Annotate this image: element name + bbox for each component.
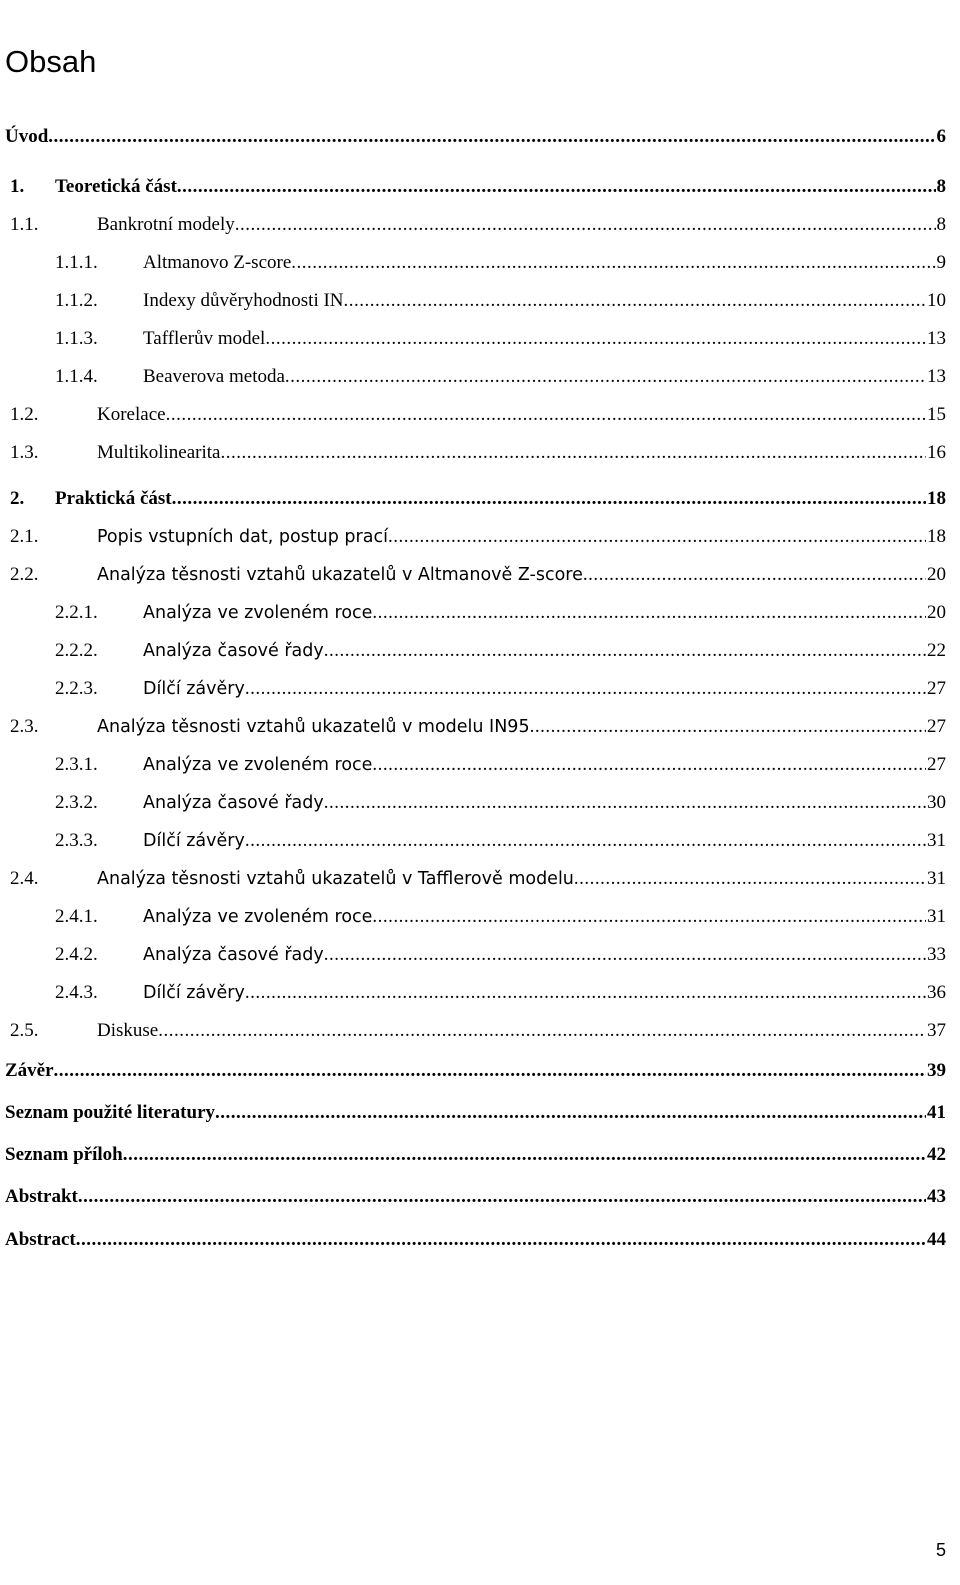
toc-dot-leader xyxy=(245,827,926,855)
toc-entry-title: Beaverova metoda xyxy=(143,363,285,391)
toc-dot-leader xyxy=(388,523,926,551)
toc-entry-number: 2.5. xyxy=(10,1020,39,1041)
toc-entry-number: 2. xyxy=(10,488,25,509)
toc-entry-number: 2.4. xyxy=(10,868,39,889)
toc-entry[interactable] xyxy=(0,287,960,315)
toc-dot-leader xyxy=(76,1226,926,1254)
toc-entry-page: 31 xyxy=(927,906,946,927)
toc-entry[interactable] xyxy=(0,979,960,1007)
toc-entry[interactable] xyxy=(0,485,960,513)
toc-entry-page: 37 xyxy=(927,1020,946,1041)
toc-entry-title: Seznam použité literatury xyxy=(5,1099,215,1127)
toc-entry-title: Analýza ve zvoleném roce xyxy=(143,599,372,627)
toc-entry[interactable] xyxy=(0,1099,960,1127)
toc-entry-title: Analýza ve zvoleném roce xyxy=(143,751,372,779)
toc-entry-title: Multikolinearita xyxy=(97,439,220,467)
toc-entry-number: 2.3.2. xyxy=(55,792,98,813)
toc-entry[interactable] xyxy=(0,1057,960,1085)
toc-entry-page: 8 xyxy=(936,176,946,197)
toc-entry-number: 2.3.1. xyxy=(55,754,98,775)
toc-entry-title: Tafflerův model xyxy=(143,325,265,353)
toc-entry-number: 1.1. xyxy=(10,214,39,235)
toc-entry[interactable] xyxy=(0,713,960,741)
toc-dot-leader xyxy=(235,211,936,239)
toc-entry-title: Analýza časové řady xyxy=(143,637,324,665)
toc-entry[interactable] xyxy=(0,1017,960,1045)
toc-dot-leader xyxy=(265,325,926,353)
toc-entry-number: 1.1.3. xyxy=(55,328,98,349)
toc-entry[interactable] xyxy=(0,599,960,627)
toc-entry-title: Teoretická část xyxy=(55,173,177,201)
toc-entry-number: 2.3. xyxy=(10,716,39,737)
toc-entry-title: Popis vstupních dat, postup prací xyxy=(97,523,388,551)
toc-entry-number: 1.3. xyxy=(10,442,39,463)
toc-entry[interactable] xyxy=(0,941,960,969)
toc-entry-title: Analýza časové řady xyxy=(143,789,324,817)
toc-entry-page: 16 xyxy=(927,442,946,463)
toc-dot-leader xyxy=(245,979,926,1007)
toc-dot-leader xyxy=(324,637,926,665)
toc-entry-number: 1.1.2. xyxy=(55,290,98,311)
toc-dot-leader xyxy=(324,789,926,817)
toc-entry[interactable] xyxy=(0,325,960,353)
toc-entry-page: 27 xyxy=(927,678,946,699)
toc-dot-leader xyxy=(344,287,926,315)
toc-entry-title: Analýza ve zvoleném roce xyxy=(143,903,372,931)
toc-entry-page: 31 xyxy=(927,830,946,851)
toc-entry-number: 2.1. xyxy=(10,526,39,547)
toc-dot-leader xyxy=(172,485,926,513)
toc-dot-leader xyxy=(245,675,926,703)
toc-entry-page: 43 xyxy=(927,1186,946,1207)
toc-entry-page: 31 xyxy=(927,868,946,889)
toc-entry-number: 2.2.3. xyxy=(55,678,98,699)
toc-entry[interactable] xyxy=(0,675,960,703)
toc-entry[interactable] xyxy=(0,363,960,391)
page-number: 5 xyxy=(935,1540,946,1560)
toc-entry[interactable] xyxy=(0,1183,960,1211)
toc-entry-page: 15 xyxy=(927,404,946,425)
toc-dot-leader xyxy=(220,439,926,467)
toc-entry-page: 41 xyxy=(927,1102,946,1123)
toc-entry-number: 2.3.3. xyxy=(55,830,98,851)
toc-entry-title: Závěr xyxy=(5,1057,54,1085)
toc-entry[interactable] xyxy=(0,561,960,589)
toc-entry[interactable] xyxy=(0,751,960,779)
toc-entry-number: 1.2. xyxy=(10,404,39,425)
toc-dot-leader xyxy=(574,865,926,893)
toc-entry[interactable] xyxy=(0,637,960,665)
toc-entry-number: 2.2.2. xyxy=(55,640,98,661)
page-title: Obsah xyxy=(5,44,97,79)
toc-entry-page: 22 xyxy=(927,640,946,661)
toc-entry-page: 6 xyxy=(936,126,946,147)
toc-entry-page: 10 xyxy=(927,290,946,311)
toc-entry-title: Analýza těsnosti vztahů ukazatelů v Tafflerově modelu xyxy=(97,865,574,893)
toc-dot-leader xyxy=(372,751,926,779)
toc-entry-title: Bankrotní modely xyxy=(97,211,235,239)
toc-entry-number: 2.4.3. xyxy=(55,982,98,1003)
toc-entry[interactable] xyxy=(0,523,960,551)
toc-entry-page: 44 xyxy=(927,1229,946,1250)
toc-dot-leader xyxy=(215,1099,926,1127)
toc-entry-title: Abstrakt xyxy=(5,1183,78,1211)
toc-entry-page: 27 xyxy=(927,754,946,775)
toc-entry-page: 20 xyxy=(927,602,946,623)
toc-entry-title: Úvod xyxy=(5,123,48,151)
toc-entry-page: 39 xyxy=(927,1060,946,1081)
toc-entry-page: 13 xyxy=(927,366,946,387)
toc-entry-page: 9 xyxy=(936,252,946,273)
toc-entry-number: 1.1.4. xyxy=(55,366,98,387)
toc-dot-leader xyxy=(166,401,926,429)
toc-entry-title: Analýza těsnosti vztahů ukazatelů v modelu IN95 xyxy=(97,713,530,741)
toc-entry-title: Analýza těsnosti vztahů ukazatelů v Altmanově Z-score xyxy=(97,561,583,589)
toc-entry-title: Abstract xyxy=(5,1226,76,1254)
toc-dot-leader xyxy=(123,1141,926,1169)
toc-dot-leader xyxy=(291,249,935,277)
toc-entry-page: 33 xyxy=(927,944,946,965)
toc-dot-leader xyxy=(530,713,926,741)
toc-dot-leader xyxy=(372,903,926,931)
toc-entry-page: 18 xyxy=(927,488,946,509)
toc-entry[interactable] xyxy=(0,401,960,429)
toc-entry-title: Indexy důvěryhodnosti IN xyxy=(143,287,344,315)
toc-entry[interactable] xyxy=(0,211,960,239)
toc-entry-number: 2.4.2. xyxy=(55,944,98,965)
toc-entry-title: Analýza časové řady xyxy=(143,941,324,969)
toc-entry-number: 1.1.1. xyxy=(55,252,98,273)
toc-dot-leader xyxy=(324,941,926,969)
toc-entry-title: Dílčí závěry xyxy=(143,675,245,703)
toc-entry-page: 8 xyxy=(936,214,946,235)
toc-entry[interactable] xyxy=(0,249,960,277)
toc-dot-leader xyxy=(285,363,926,391)
toc-entry-title: Seznam příloh xyxy=(5,1141,123,1169)
toc-entry-page: 20 xyxy=(927,564,946,585)
toc-dot-leader xyxy=(583,561,926,589)
toc-dot-leader xyxy=(372,599,926,627)
toc-entry-title: Korelace xyxy=(97,401,166,429)
toc-entry-number: 1. xyxy=(10,176,25,197)
toc-entry[interactable] xyxy=(0,827,960,855)
toc-dot-leader xyxy=(158,1017,926,1045)
toc-entry[interactable] xyxy=(0,439,960,467)
toc-entry[interactable] xyxy=(0,903,960,931)
toc-entry-title: Praktická část xyxy=(55,485,172,513)
toc-entry-title: Dílčí závěry xyxy=(143,827,245,855)
toc-entry[interactable] xyxy=(0,865,960,893)
toc-entry-number: 2.2.1. xyxy=(55,602,98,623)
toc-entry-page: 13 xyxy=(927,328,946,349)
toc-dot-leader xyxy=(78,1183,926,1211)
toc-dot-leader xyxy=(177,173,936,201)
toc-entry[interactable] xyxy=(0,1141,960,1169)
toc-entry-page: 27 xyxy=(927,716,946,737)
toc-entry[interactable] xyxy=(0,123,960,151)
toc-entry[interactable] xyxy=(0,1226,960,1254)
toc-entry-page: 42 xyxy=(927,1144,946,1165)
toc-dot-leader xyxy=(54,1057,926,1085)
toc-dot-leader xyxy=(48,123,935,151)
toc-entry[interactable] xyxy=(0,173,960,201)
toc-entry-title: Diskuse xyxy=(97,1017,158,1045)
toc-entry-title: Dílčí závěry xyxy=(143,979,245,1007)
toc-entry-number: 2.4.1. xyxy=(55,906,98,927)
toc-entry-page: 18 xyxy=(927,526,946,547)
toc-entry-number: 2.2. xyxy=(10,564,39,585)
toc-entry[interactable] xyxy=(0,789,960,817)
toc-entry-page: 30 xyxy=(927,792,946,813)
toc-entry-page: 36 xyxy=(927,982,946,1003)
toc-entry-title: Altmanovo Z-score xyxy=(143,249,291,277)
